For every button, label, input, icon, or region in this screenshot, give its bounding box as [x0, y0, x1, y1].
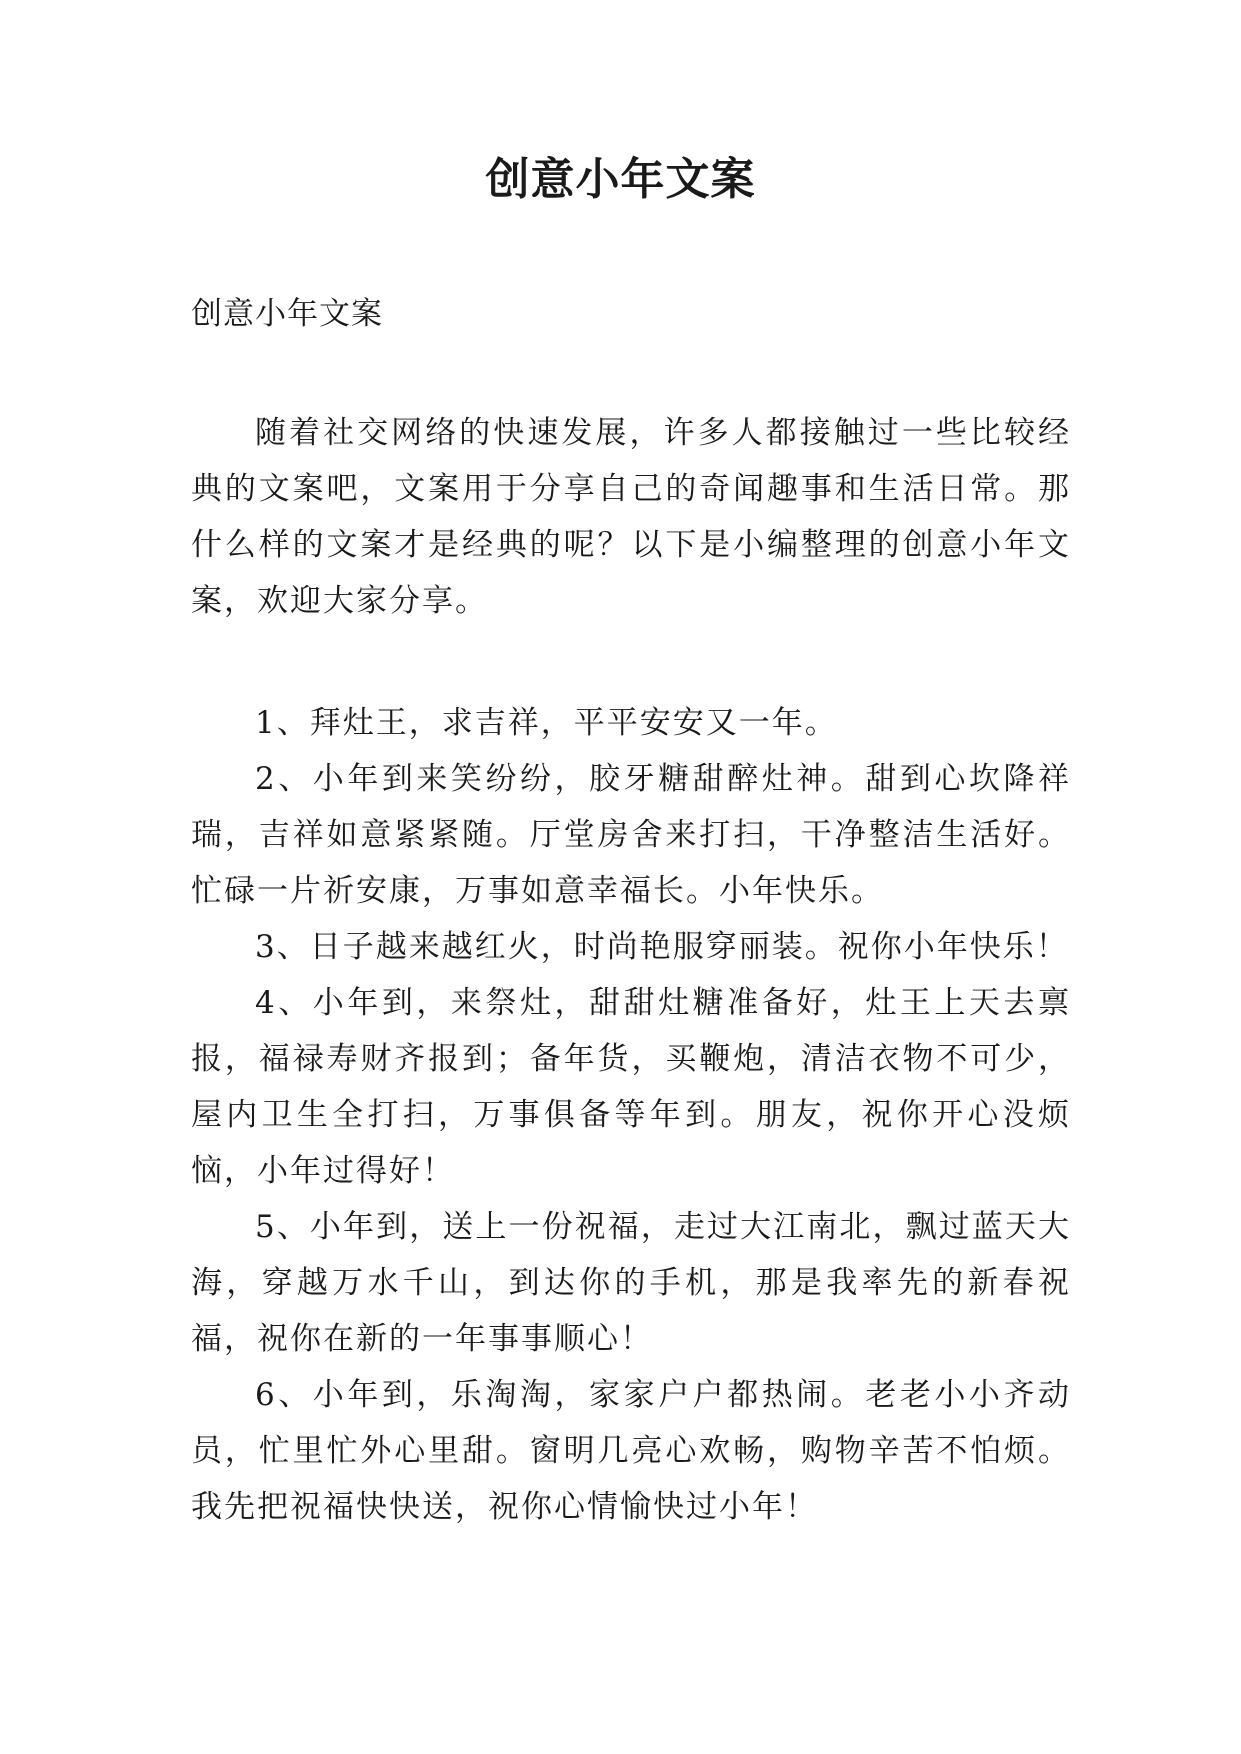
list-item: 4、小年到，来祭灶，甜甜灶糖准备好，灶王上天去禀报，福禄寿财齐报到；备年货，买鞭炮，清洁衣物不可少，屋内卫生全打扫，万事俱备等年到。朋友，祝你开心没烦恼，小年过得好！ — [191, 985, 1071, 1189]
list-item: 1、拜灶王，求吉祥，平平安安又一年。 — [255, 705, 838, 741]
list-item: 6、小年到，乐淘淘，家家户户都热闹。老老小小齐动员，忙里忙外心里甜。窗明几亮心欢畅，购物辛苦不怕烦。我先把祝福快快送，祝你心情愉快过小年！ — [191, 1377, 1071, 1525]
list-item: 5、小年到，送上一份祝福，走过大江南北，飘过蓝天大海，穿越万水千山，到达你的手机，那是我率先的新春祝福，祝你在新的一年事事顺心！ — [191, 1209, 1071, 1357]
document-title: 创意小年文案 — [485, 154, 756, 205]
list-item: 3、日子越来越红火，时尚艳服穿丽装。祝你小年快乐！ — [255, 929, 1069, 965]
intro-section — [191, 405, 1071, 629]
list-item: 2、小年到来笑纷纷，胶牙糖甜醉灶神。甜到心坎降祥瑞，吉祥如意紧紧随。厅堂房舍来打扫，干净整洁生活好。忙碌一片祈安康，万事如意幸福长。小年快乐。 — [191, 761, 1071, 909]
document-subtitle: 创意小年文案 — [191, 296, 383, 332]
intro-paragraph: 随着社交网络的快速发展，许多人都接触过一些比较经典的文案吧，文案用于分享自己的奇闻趣事和生活日常。那什么样的文案才是经典的呢？以下是小编整理的创意小年文案，欢迎大家分享。 — [191, 415, 1071, 619]
copy-list — [191, 695, 1071, 1535]
